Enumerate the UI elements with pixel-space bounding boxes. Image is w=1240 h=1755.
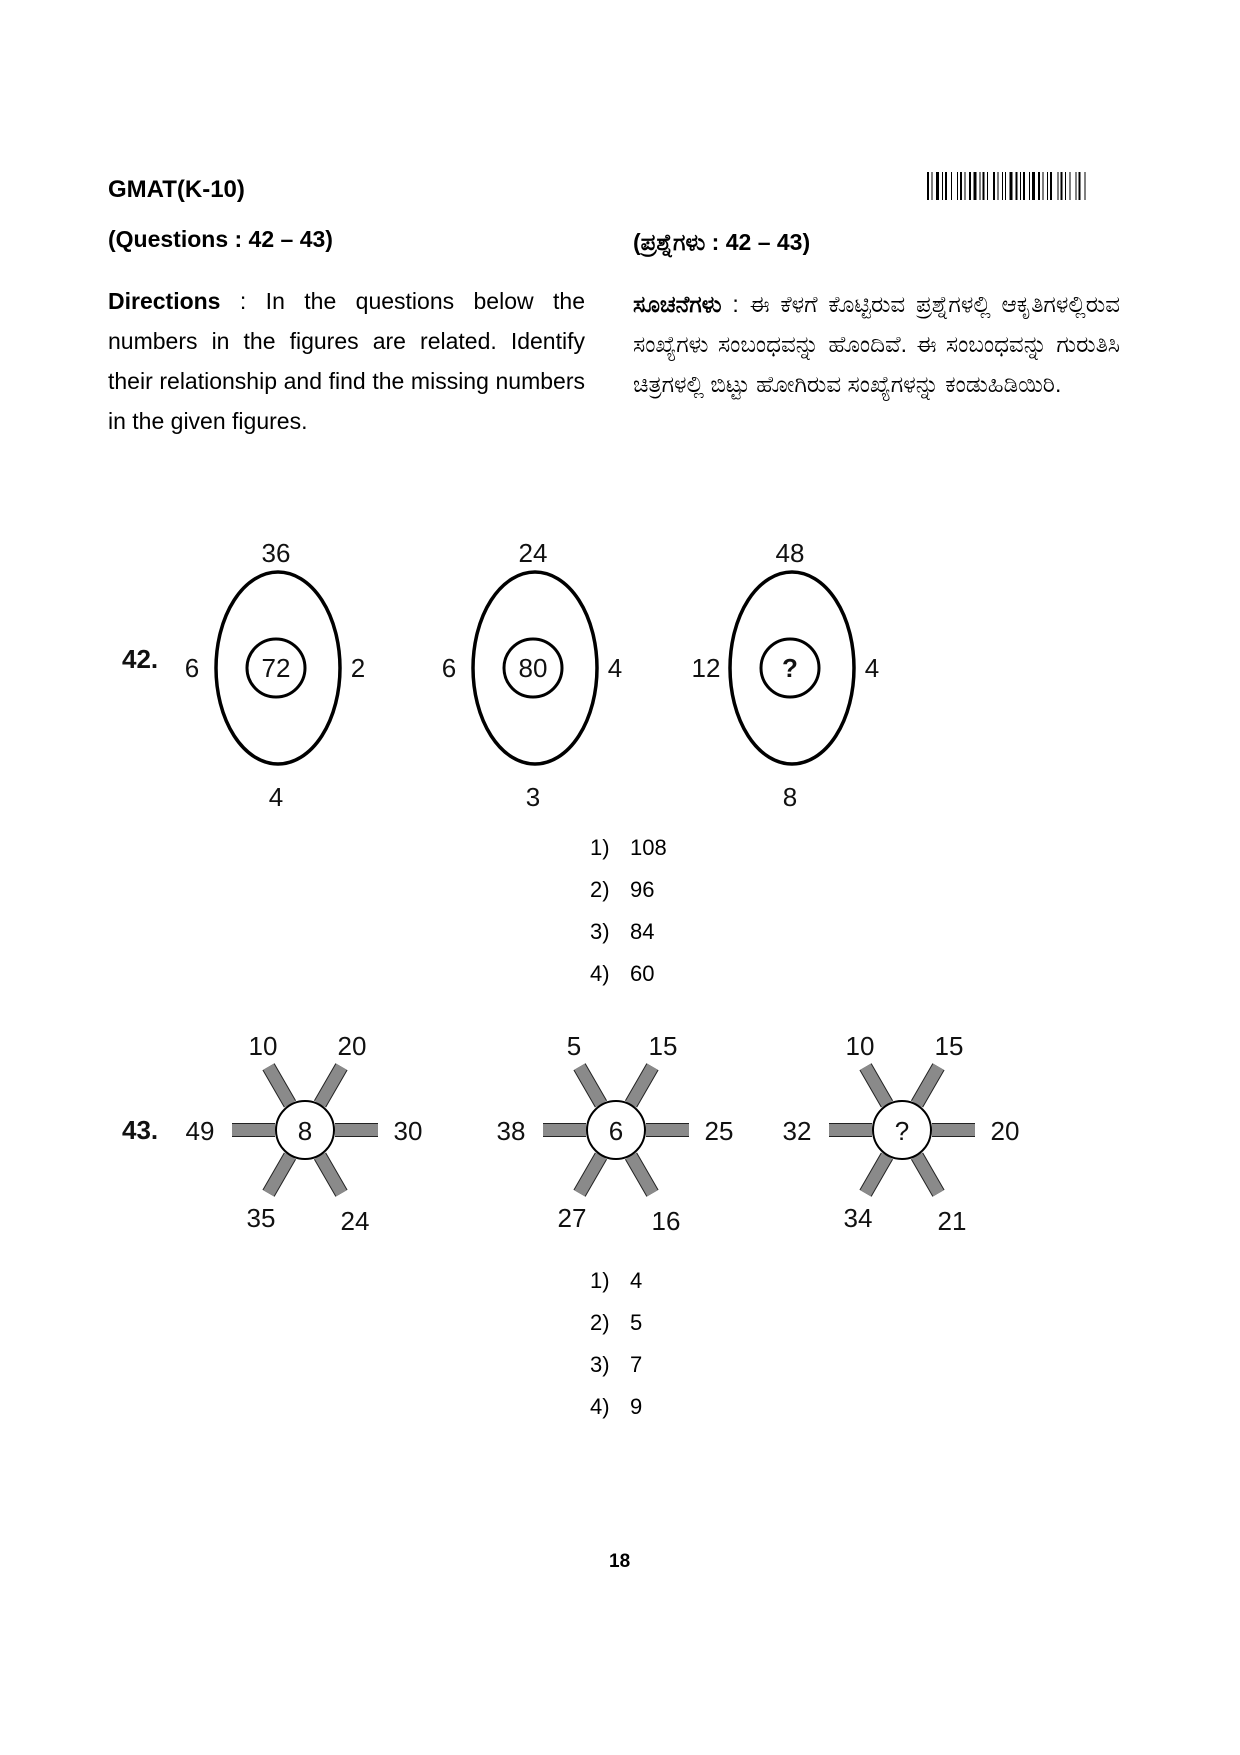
barcode-bar xyxy=(1065,172,1066,200)
egg-bottom-value: 8 xyxy=(782,782,798,810)
directions-label-kn: ಸೂಚನೆಗಳು xyxy=(633,291,722,317)
barcode-bar xyxy=(1079,172,1081,200)
egg-top-value: 48 xyxy=(775,538,805,568)
egg-right-value: 4 xyxy=(607,653,623,683)
egg-right-value: 2 xyxy=(350,653,366,683)
barcode-bar xyxy=(1002,172,1003,200)
barcode-bar xyxy=(1070,172,1071,200)
spoke-value-upper-right: 15 xyxy=(648,1031,678,1061)
barcode-bar xyxy=(1038,172,1040,200)
question-43-number: 43. xyxy=(122,1115,159,1145)
question-42-number: 42. xyxy=(122,644,159,674)
option[interactable]: 2) 96 xyxy=(590,877,655,902)
barcode-bar xyxy=(942,172,943,200)
spoke-value-lower-left: 34 xyxy=(843,1203,873,1233)
egg-center-value: ? xyxy=(782,653,798,683)
option[interactable]: 3) 84 xyxy=(590,919,655,944)
barcode-bar xyxy=(1050,172,1052,200)
barcode-bar xyxy=(1058,172,1059,200)
egg-center-value: 72 xyxy=(261,653,291,683)
barcode-bar xyxy=(980,172,981,200)
spoke-value-left: 32 xyxy=(782,1116,812,1146)
egg-bottom-value: 4 xyxy=(268,782,284,810)
barcode-bar xyxy=(1010,172,1013,200)
barcode-bar xyxy=(1029,172,1030,200)
hub-value: 6 xyxy=(608,1116,624,1146)
barcode-bar xyxy=(927,172,929,200)
spoke-value-lower-right: 21 xyxy=(937,1206,967,1236)
directions-en xyxy=(108,281,585,441)
barcode-bar xyxy=(1043,172,1044,200)
spoke-value-lower-right: 16 xyxy=(651,1206,681,1236)
spoke-value-left: 38 xyxy=(496,1116,526,1146)
barcode-bar xyxy=(1076,172,1077,200)
spoke-value-lower-left: 35 xyxy=(246,1203,276,1233)
egg-center-value: 80 xyxy=(518,653,548,683)
egg-left-value: 12 xyxy=(691,653,721,683)
spoke-value-upper-right: 15 xyxy=(934,1031,964,1061)
spoke-value-upper-left: 10 xyxy=(248,1031,278,1061)
egg-top-value: 36 xyxy=(261,538,291,568)
spoke-value-upper-right: 20 xyxy=(337,1031,367,1061)
page-number: 18 xyxy=(609,1551,631,1572)
spoke-value-upper-left: 5 xyxy=(566,1031,582,1061)
option[interactable]: 1) 4 xyxy=(590,1268,643,1293)
barcode-bar xyxy=(1023,172,1025,200)
spoke-value-lower-left: 27 xyxy=(557,1203,587,1233)
hub-value: 8 xyxy=(297,1116,313,1146)
spoke-value-right: 30 xyxy=(393,1116,423,1146)
barcode-bar xyxy=(974,172,977,200)
question-43-options xyxy=(590,1260,642,1428)
spoke-value-lower-right: 24 xyxy=(340,1206,370,1236)
questions-range-en: (Questions : 42 – 43) xyxy=(108,226,333,252)
directions-text-en: : In the questions below the numbers in the figures are related. Identify their relationship and find the missing numbers in the given figures. xyxy=(108,288,585,434)
spoke-value-upper-left: 10 xyxy=(845,1031,875,1061)
barcode-bar xyxy=(936,172,939,200)
barcode-bar xyxy=(969,172,971,200)
barcode-bar xyxy=(1032,172,1035,200)
barcode-bar xyxy=(987,172,988,200)
option[interactable]: 4) 9 xyxy=(590,1394,643,1419)
barcode-bar xyxy=(957,172,958,200)
barcode-bar xyxy=(1061,172,1063,200)
spoke-value-right: 20 xyxy=(990,1116,1020,1146)
option[interactable]: 4) 60 xyxy=(590,961,655,986)
barcode-bar xyxy=(993,172,995,200)
directions-text-kn: : ಈ ಕೆಳಗೆ ಕೊಟ್ಟಿರುವ ಪ್ರಶ್ನೆಗಳಲ್ಲಿ ಆಕೃತಿಗಳಲ್ಲಿರುವ ಸಂಖ್ಯೆಗಳು ಸಂಬಂಧವನ್ನು ಹೊಂದಿವೆ. ಈ ಸಂಬಂಧವನ್ನು ಗುರುತಿಸಿ ಚಿತ್ರಗಳಲ್ಲಿ ಬಿಟ್ಟು ಹೋಗಿರುವ ಸಂಖ್ಯೆಗಳನ್ನು ಕಂಡುಹಿಡಿಯಿರಿ. xyxy=(633,291,1120,397)
barcode-bar xyxy=(1085,172,1086,200)
spoke-value-right: 25 xyxy=(704,1116,734,1146)
option[interactable]: 2) 5 xyxy=(590,1310,643,1335)
egg-left-value: 6 xyxy=(184,653,200,683)
barcode-bar xyxy=(945,172,947,200)
egg-bottom-value: 3 xyxy=(525,782,541,810)
egg-top-value: 24 xyxy=(518,538,548,568)
question-42-figure xyxy=(0,520,1240,810)
barcode-bar xyxy=(960,172,962,200)
option[interactable]: 1) 108 xyxy=(590,835,667,860)
barcode-bar xyxy=(1016,172,1018,200)
barcode-bar xyxy=(951,172,952,200)
spoke-value-left: 49 xyxy=(185,1116,215,1146)
option[interactable]: 3) 7 xyxy=(590,1352,643,1377)
barcode-bar xyxy=(983,172,985,200)
egg-right-value: 4 xyxy=(864,653,880,683)
egg-left-value: 6 xyxy=(441,653,457,683)
directions-label-en: Directions xyxy=(108,288,221,314)
question-43-figure xyxy=(0,1010,1240,1250)
barcode-bar xyxy=(1047,172,1048,200)
barcode-bar xyxy=(932,172,933,200)
question-42-options xyxy=(590,827,667,995)
barcode-bar xyxy=(965,172,966,200)
barcode xyxy=(927,172,1138,200)
exam-code: GMAT(K-10) xyxy=(108,176,245,203)
barcode-bar xyxy=(1020,172,1021,200)
barcode-bar xyxy=(998,172,999,200)
directions-kn xyxy=(633,284,1120,404)
questions-range-kn: (ಪ್ರಶ್ನೆಗಳು : 42 – 43) xyxy=(633,229,811,255)
hub-value: ? xyxy=(894,1116,910,1146)
barcode-bar xyxy=(1005,172,1006,200)
